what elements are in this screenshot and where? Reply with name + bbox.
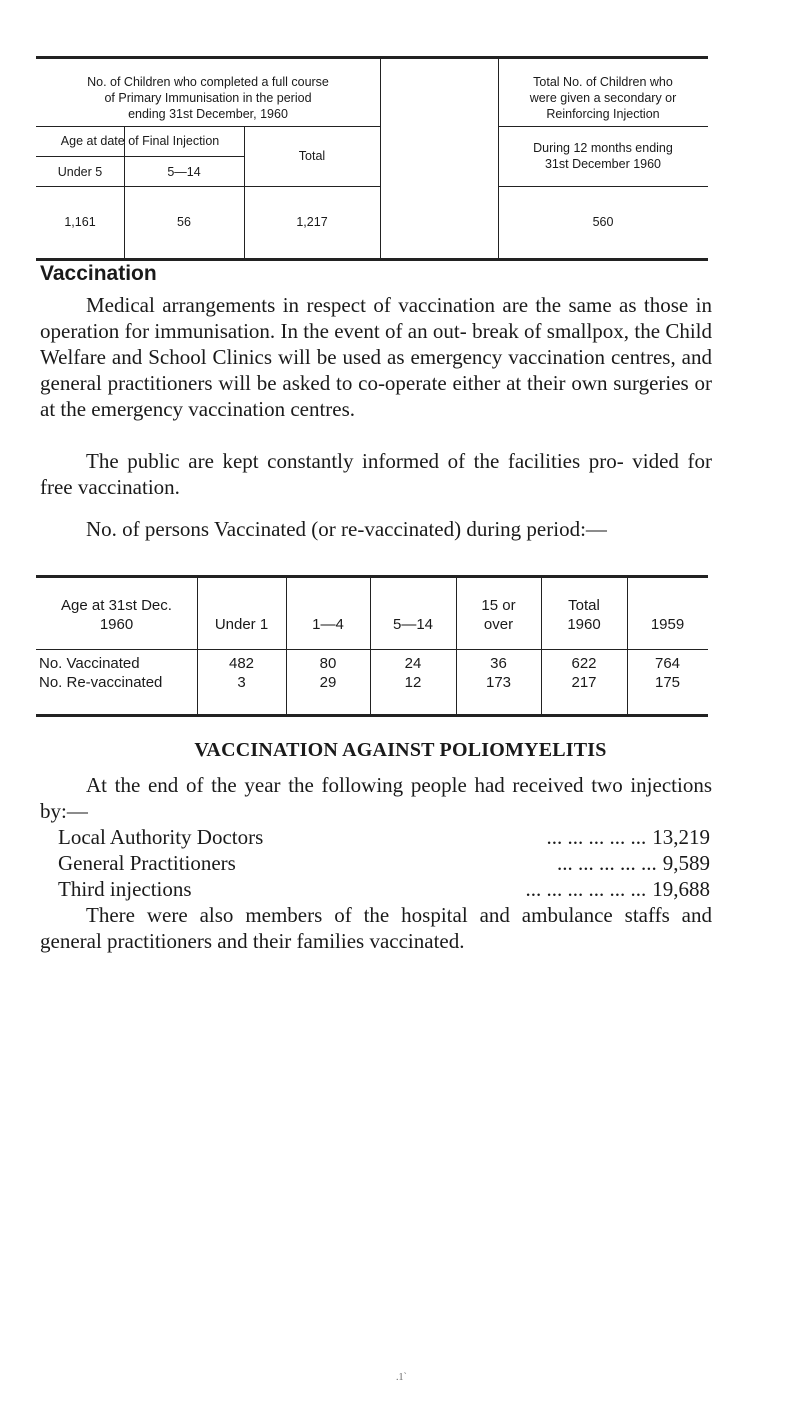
vaccination-paragraph-2: The public are kept constantly informed of the facilities pro- vided for free vaccination. bbox=[40, 449, 712, 499]
t1-rule-3 bbox=[36, 186, 380, 187]
t1-rule-1 bbox=[36, 126, 380, 127]
polio-item-value: 13,219 bbox=[652, 825, 710, 849]
t2-col-divider bbox=[370, 578, 371, 714]
polio-item-value: 9,589 bbox=[662, 851, 710, 875]
t2-cell: 36 bbox=[490, 655, 507, 672]
t1-val-total: 1,217 bbox=[296, 215, 328, 229]
t2-col-divider bbox=[197, 578, 198, 714]
vaccination-paragraph-3: No. of persons Vaccinated (or re-vaccinated) during period:— bbox=[86, 517, 607, 541]
polio-list-item bbox=[58, 876, 710, 902]
page-mark: .1` bbox=[396, 1372, 407, 1383]
t2-cell: 217 bbox=[571, 674, 597, 691]
t1-col-5-14: 5—14 bbox=[167, 165, 201, 179]
t1-val-reinforcing: 560 bbox=[592, 215, 614, 229]
polio-item-label: Third injections bbox=[58, 877, 192, 901]
t2-cell: 175 bbox=[654, 674, 681, 691]
t1-rule-2 bbox=[36, 156, 244, 157]
t2-cell: 29 bbox=[319, 674, 337, 691]
immunisation-table bbox=[36, 56, 708, 261]
polio-item-value: 19,688 bbox=[652, 877, 710, 901]
t1-header-right: Total No. of Children who were given a secondary or Reinforcing Injection bbox=[529, 75, 677, 121]
t2-cell: 3 bbox=[237, 674, 246, 691]
t2-col-divider bbox=[286, 578, 287, 714]
t2-row-label-vaccinated: No. Vaccinated bbox=[39, 655, 140, 672]
t2-header-1959: 1959 bbox=[650, 616, 685, 633]
t1-right-subheading: During 12 months ending 31st December 1960 bbox=[533, 141, 673, 171]
t1-age-heading: Age at date of Final Injection bbox=[60, 134, 220, 148]
t1-divider-main bbox=[380, 59, 381, 258]
polio-list-item bbox=[58, 850, 710, 876]
polio-list-item bbox=[58, 824, 710, 850]
t2-header-under1: Under 1 bbox=[214, 616, 269, 633]
t2-header-rule bbox=[36, 649, 708, 650]
polio-closing: There were also members of the hospital and ambulance staffs and general practitioners and their families vaccinated. bbox=[40, 903, 712, 953]
t2-cell: 482 bbox=[228, 655, 255, 672]
t2-cell: 12 bbox=[404, 674, 422, 691]
vaccination-table bbox=[36, 575, 708, 717]
polio-intro: At the end of the year the following people had received two injections by:— bbox=[40, 773, 712, 823]
polio-item-label: General Practitioners bbox=[58, 851, 236, 875]
t2-header-15-over: 15 or over bbox=[481, 597, 516, 633]
t2-header-5-14: 5—14 bbox=[392, 616, 434, 633]
vaccination-heading: Vaccination bbox=[40, 262, 157, 285]
t1-divider-total bbox=[244, 127, 245, 258]
t2-cell: 80 bbox=[319, 655, 337, 672]
t1-rule-1b bbox=[498, 126, 708, 127]
polio-item-leader: ... ... ... ... ... ... bbox=[525, 877, 647, 901]
t2-col-divider bbox=[627, 578, 628, 714]
t1-col-under5: Under 5 bbox=[57, 165, 103, 179]
t2-header-total-1960: Total 1960 bbox=[567, 597, 601, 633]
t1-header-left: No. of Children who completed a full course of Primary Immunisation in the period ending 31st December, 1960 bbox=[87, 75, 329, 121]
t2-row-label-revaccinated: No. Re-vaccinated bbox=[39, 674, 163, 691]
t2-cell: 764 bbox=[654, 655, 681, 672]
polio-item-label: Local Authority Doctors bbox=[58, 825, 264, 849]
t2-cell: 24 bbox=[404, 655, 422, 672]
t2-header-age: Age at 31st Dec. 1960 bbox=[61, 597, 172, 633]
t2-cell: 173 bbox=[485, 674, 512, 691]
polio-heading: VACCINATION AGAINST POLIOMYELITIS bbox=[194, 739, 607, 761]
t1-val-5-14: 56 bbox=[177, 215, 191, 229]
polio-item-leader: ... ... ... ... ... bbox=[546, 825, 647, 849]
vaccination-paragraph-1: Medical arrangements in respect of vaccination are the same as those in operation for immunisation. In the event of an out- break of smallpox, the Child Welfare and School Clinics will be used as emergency vaccination centres, and general practitioners will be asked to co-operate either at their own surgeries or at the emergency vaccination centres. bbox=[40, 293, 712, 421]
t1-total-heading: Total bbox=[298, 149, 326, 163]
t1-val-under5: 1,161 bbox=[64, 215, 96, 229]
t2-header-1-4: 1—4 bbox=[312, 616, 344, 633]
polio-item-leader: ... ... ... ... ... bbox=[557, 851, 657, 875]
t2-cell: 622 bbox=[571, 655, 597, 672]
t1-rule-3b bbox=[498, 186, 708, 187]
